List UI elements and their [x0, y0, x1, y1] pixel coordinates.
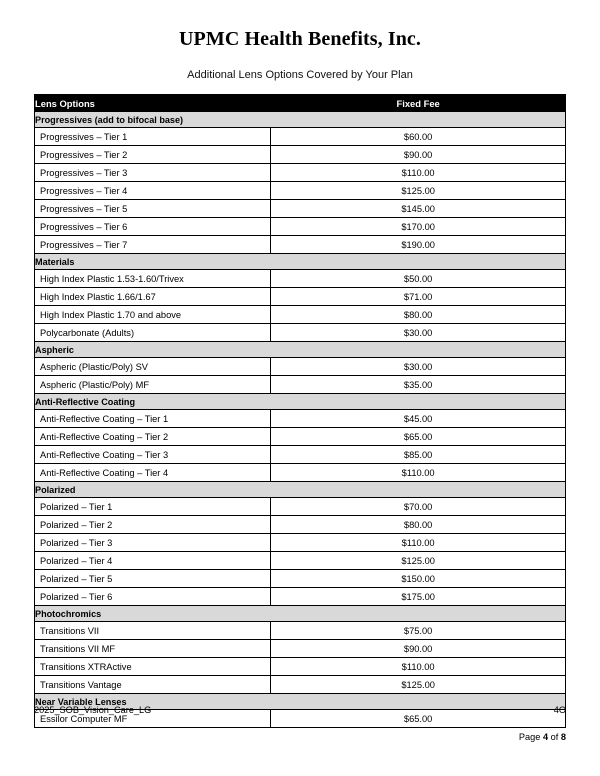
fixed-fee-value: $125.00 [271, 552, 566, 570]
fixed-fee-value: $175.00 [271, 588, 566, 606]
footer-page-of: of [550, 732, 559, 742]
table-row [35, 622, 566, 640]
lens-option-label: High Index Plastic 1.66/1.67 [35, 288, 271, 306]
page-subtitle: Additional Lens Options Covered by Your Plan [187, 69, 413, 81]
table-section-row [35, 254, 566, 270]
lens-option-label: Polycarbonate (Adults) [35, 324, 271, 342]
footer-codes [34, 705, 566, 715]
section-label: Anti-Reflective Coating [35, 394, 566, 410]
lens-options-table [34, 94, 566, 728]
section-label: Aspheric [35, 342, 566, 358]
table-row [35, 146, 566, 164]
lens-option-label: Aspheric (Plastic/Poly) MF [35, 376, 271, 394]
section-label: Polarized [35, 482, 566, 498]
lens-option-label: Polarized – Tier 3 [35, 534, 271, 552]
fixed-fee-value: $45.00 [271, 410, 566, 428]
section-label: Progressives (add to bifocal base) [35, 112, 566, 128]
fixed-fee-value: $90.00 [271, 146, 566, 164]
fixed-fee-value: $125.00 [271, 676, 566, 694]
table-row [35, 446, 566, 464]
table-row [35, 358, 566, 376]
section-label: Materials [35, 254, 566, 270]
lens-option-label: High Index Plastic 1.53-1.60/Trivex [35, 270, 271, 288]
lens-option-label: Polarized – Tier 1 [35, 498, 271, 516]
lens-option-label: Transitions VII [35, 622, 271, 640]
fixed-fee-value: $110.00 [271, 534, 566, 552]
table-row [35, 516, 566, 534]
table-section-row [35, 606, 566, 622]
column-header-fixed-fee: Fixed Fee [271, 95, 566, 112]
section-label: Near Variable Lenses [35, 694, 566, 710]
lens-option-label: Transitions VII MF [35, 640, 271, 658]
lens-option-label: Progressives – Tier 1 [35, 128, 271, 146]
lens-option-label: Polarized – Tier 6 [35, 588, 271, 606]
table-row [35, 552, 566, 570]
lens-option-label: Aspheric (Plastic/Poly) SV [35, 358, 271, 376]
footer-page-total: 8 [560, 732, 566, 742]
fixed-fee-value: $110.00 [271, 464, 566, 482]
fixed-fee-value: $125.00 [271, 182, 566, 200]
page-footer [34, 705, 566, 742]
table-section-row [35, 112, 566, 128]
lens-option-label: Polarized – Tier 5 [35, 570, 271, 588]
lens-option-label: Transitions XTRActive [35, 658, 271, 676]
footer-document-code: 2025_SOB_Vision_Care_LG [34, 705, 152, 715]
fixed-fee-value: $110.00 [271, 164, 566, 182]
table-row [35, 658, 566, 676]
section-label: Photochromics [35, 606, 566, 622]
footer-revision-code: 4O [553, 705, 566, 715]
fixed-fee-value: $80.00 [271, 516, 566, 534]
table-row [35, 324, 566, 342]
fixed-fee-value: $170.00 [271, 218, 566, 236]
footer-page-label: Page [518, 732, 541, 742]
fixed-fee-value: $145.00 [271, 200, 566, 218]
table-row [35, 182, 566, 200]
table-row [35, 534, 566, 552]
table-row [35, 288, 566, 306]
lens-option-label: Anti-Reflective Coating – Tier 3 [35, 446, 271, 464]
table-row [35, 410, 566, 428]
fixed-fee-value: $50.00 [271, 270, 566, 288]
lens-option-label: Anti-Reflective Coating – Tier 1 [35, 410, 271, 428]
fixed-fee-value: $85.00 [271, 446, 566, 464]
table-section-row [35, 342, 566, 358]
fixed-fee-value: $35.00 [271, 376, 566, 394]
table-row [35, 676, 566, 694]
footer-page-number [34, 715, 566, 742]
fixed-fee-value: $90.00 [271, 640, 566, 658]
table-row [35, 306, 566, 324]
column-header-lens-options: Lens Options [35, 95, 271, 112]
table-row [35, 570, 566, 588]
lens-option-label: Transitions Vantage [35, 676, 271, 694]
table-row [35, 270, 566, 288]
fixed-fee-value: $65.00 [271, 710, 566, 728]
fixed-fee-value: $60.00 [271, 128, 566, 146]
fixed-fee-value: $70.00 [271, 498, 566, 516]
lens-option-label: Polarized – Tier 4 [35, 552, 271, 570]
lens-option-label: Essilor Computer MF [35, 710, 271, 728]
lens-option-label: Progressives – Tier 5 [35, 200, 271, 218]
table-row [35, 218, 566, 236]
page-title: UPMC Health Benefits, Inc. [178, 28, 421, 50]
table-section-row [35, 482, 566, 498]
fixed-fee-value: $110.00 [271, 658, 566, 676]
lens-option-label: Progressives – Tier 4 [35, 182, 271, 200]
table-row [35, 464, 566, 482]
lens-option-label: Progressives – Tier 3 [35, 164, 271, 182]
table-row [35, 498, 566, 516]
table-row [35, 640, 566, 658]
lens-option-label: Anti-Reflective Coating – Tier 4 [35, 464, 271, 482]
lens-option-label: Progressives – Tier 7 [35, 236, 271, 254]
table-row [35, 376, 566, 394]
fixed-fee-value: $65.00 [271, 428, 566, 446]
table-row [35, 200, 566, 218]
table-header-row [35, 95, 566, 112]
fixed-fee-value: $71.00 [271, 288, 566, 306]
table-row [35, 428, 566, 446]
fixed-fee-value: $150.00 [271, 570, 566, 588]
fixed-fee-value: $30.00 [271, 358, 566, 376]
table-row [35, 164, 566, 182]
fixed-fee-value: $75.00 [271, 622, 566, 640]
table-row [35, 588, 566, 606]
lens-option-label: Polarized – Tier 2 [35, 516, 271, 534]
table-section-row [35, 394, 566, 410]
lens-option-label: High Index Plastic 1.70 and above [35, 306, 271, 324]
fixed-fee-value: $80.00 [271, 306, 566, 324]
lens-option-label: Progressives – Tier 6 [35, 218, 271, 236]
table-body [35, 112, 566, 728]
fixed-fee-value: $190.00 [271, 236, 566, 254]
footer-page-current: 4 [542, 732, 549, 742]
lens-option-label: Anti-Reflective Coating – Tier 2 [35, 428, 271, 446]
lens-option-label: Progressives – Tier 2 [35, 146, 271, 164]
table-row [35, 236, 566, 254]
table-row [35, 128, 566, 146]
fixed-fee-value: $30.00 [271, 324, 566, 342]
